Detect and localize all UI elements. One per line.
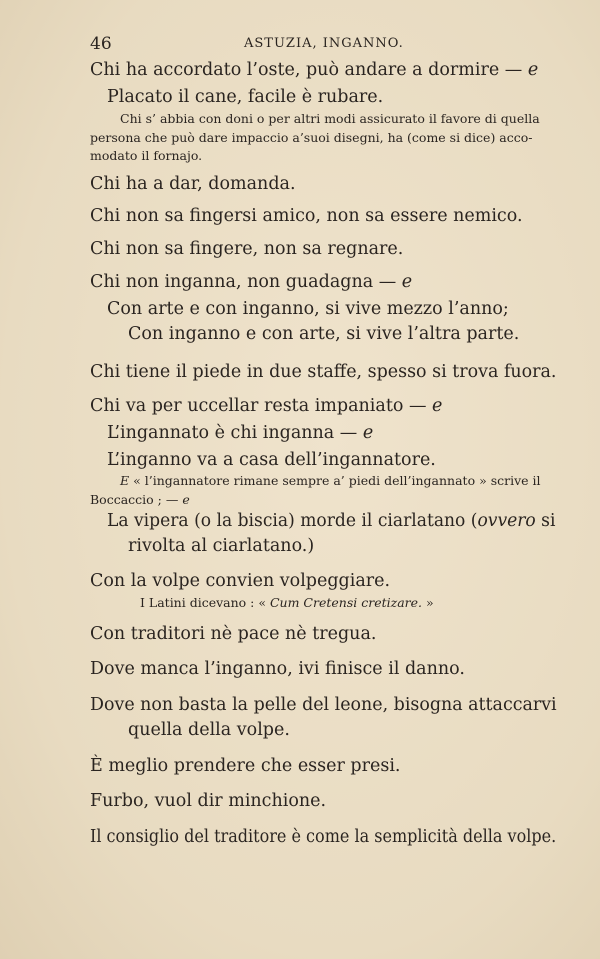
note-line bbox=[140, 597, 434, 610]
text-italic: e bbox=[432, 396, 443, 416]
proverb-line bbox=[90, 274, 412, 292]
text-italic: ovvero bbox=[477, 511, 536, 531]
note-line bbox=[90, 494, 190, 507]
proverb-line bbox=[90, 398, 442, 416]
proverb-line: Chi tiene il piede in due staffe, spesso si trova fuora. bbox=[90, 362, 557, 382]
text-italic: e bbox=[362, 423, 374, 443]
text-italic: e bbox=[401, 272, 413, 292]
text-italic: e bbox=[182, 492, 190, 507]
note-line: persona che può dare impaccio a’suoi disegni, ha (come si dice) acco- bbox=[90, 130, 533, 145]
text: Chi va per uccellar resta impaniato — bbox=[90, 396, 433, 416]
proverb-line: Dove non basta la pelle del leone, bisogna attaccarvi bbox=[90, 695, 557, 715]
proverb-line: Il consiglio del traditore è come la semplicità della volpe. bbox=[90, 827, 557, 847]
proverb-line: rivolta al ciarlatano.) bbox=[128, 536, 315, 556]
text-italic: E bbox=[120, 473, 130, 488]
proverb-line: Dove manca l’inganno, ivi finisce il danno. bbox=[90, 659, 465, 679]
proverb-line: Furbo, vuol dir minchione. bbox=[90, 791, 327, 811]
proverb-line: È meglio prendere che esser presi. bbox=[90, 756, 401, 776]
note-line: Chi s’ abbia con doni o per altri modi assicurato il favore di quella bbox=[120, 111, 540, 126]
proverb-line: Chi non sa fingersi amico, non sa essere nemico. bbox=[90, 206, 523, 226]
proverb-line: Con arte e con inganno, si vive mezzo l’anno; bbox=[107, 299, 509, 319]
text: Chi ha accordato l’oste, può andare a dormire — bbox=[90, 60, 528, 80]
proverb-line: Con inganno e con arte, si vive l’altra parte. bbox=[128, 324, 520, 344]
text-italic: Cum Cretensi cretizare. bbox=[269, 595, 422, 610]
text-italic: e bbox=[527, 60, 539, 80]
note-line: modato il fornajo. bbox=[90, 148, 203, 163]
note-line bbox=[120, 475, 541, 488]
text: L’ingannato è chi inganna — bbox=[107, 423, 363, 443]
proverb-line: L’inganno va a casa dell’ingannatore. bbox=[107, 450, 436, 470]
running-title: ASTUZIA, INGANNO. bbox=[244, 36, 404, 51]
proverb-line: quella della volpe. bbox=[128, 720, 290, 740]
proverb-line: Con la volpe convien volpeggiare. bbox=[90, 571, 391, 591]
text: Boccaccio ; — bbox=[90, 492, 183, 507]
text: si bbox=[535, 511, 556, 531]
text: I Latini dicevano : « bbox=[140, 595, 270, 610]
text: La vipera (o la biscia) morde il ciarlatano ( bbox=[107, 511, 478, 531]
proverb-line bbox=[90, 62, 538, 80]
text: Chi non inganna, non guadagna — bbox=[90, 272, 402, 292]
text: « l’ingannatore rimane sempre a’ piedi dell’ingannato » scrive il bbox=[129, 473, 541, 488]
proverb-line: Chi non sa fingere, non sa regnare. bbox=[90, 239, 404, 259]
proverb-line: Placato il cane, facile è rubare. bbox=[107, 87, 384, 107]
proverb-line: Con traditori nè pace nè tregua. bbox=[90, 624, 377, 644]
proverb-line bbox=[107, 425, 373, 443]
text: » bbox=[422, 595, 434, 610]
proverb-line: Chi ha a dar, domanda. bbox=[90, 174, 296, 194]
page-number: 46 bbox=[90, 34, 112, 54]
proverb-line bbox=[107, 513, 555, 531]
